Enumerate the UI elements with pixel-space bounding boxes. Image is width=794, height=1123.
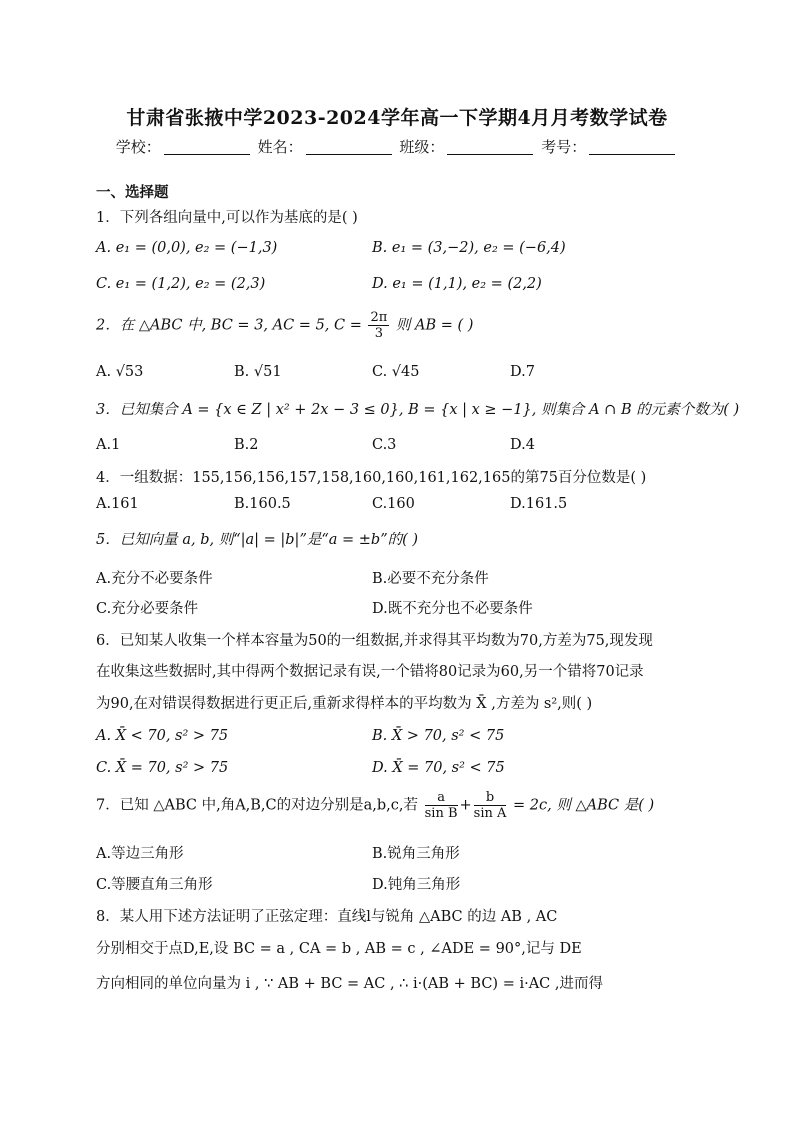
q1-option-c: C. e₁ = (1,2), e₂ = (2,3) <box>96 276 266 292</box>
q5-option-c: C.充分必要条件 <box>96 601 199 617</box>
q6-stem-line3: 为90,在对错误得数据进行更正后,重新求得样本的平均数为 X̄ ,方差为 s²,则( ) <box>96 696 593 712</box>
q3-option-d: D.4 <box>510 437 535 453</box>
q7-fraction-2 <box>474 790 507 821</box>
q6-option-d: D. X̄ = 70, s² < 75 <box>372 760 505 776</box>
q7-stem <box>96 790 654 821</box>
q4-option-b: B.160.5 <box>234 496 291 512</box>
q3-option-b: B.2 <box>234 437 259 453</box>
q1-option-d: D. e₁ = (1,1), e₂ = (2,2) <box>372 276 542 292</box>
q6-option-c: C. X̄ = 70, s² > 75 <box>96 760 229 776</box>
q4-option-a: A.161 <box>96 496 139 512</box>
q8-stem-line1: 8．某人用下述方法证明了正弦定理：直线l与锐角 △ABC 的边 AB , AC <box>96 909 558 925</box>
info-label-class: 班级： <box>399 138 445 156</box>
q4-option-d: D.161.5 <box>510 496 568 512</box>
q1-option-b: B. e₁ = (3,−2), e₂ = (−6,4) <box>372 240 566 256</box>
info-label-name: 姓名： <box>257 138 303 156</box>
q7-option-b: B.锐角三角形 <box>372 846 460 862</box>
q2-option-b: B. √51 <box>234 364 282 380</box>
q7-stem-part1: 7．已知 △ABC 中,角A,B,C的对边分别是a,b,c,若 <box>96 797 419 814</box>
q4-option-c: C.160 <box>372 496 415 512</box>
q8-stem-line3: 方向相同的单位向量为 i , ∵ AB + BC = AC , ∴ i·(AB + BC) = i·AC ,进而得 <box>96 976 603 992</box>
q2-frac-num: 2π <box>370 310 388 325</box>
q6-option-a: A. X̄ < 70, s² > 75 <box>96 728 229 744</box>
q5-stem: 5．已知向量 a, b, 则“|a| = |b|”是“a = ±b”的( ) <box>96 532 419 548</box>
q7-plus: + <box>459 797 472 814</box>
student-info-row <box>0 136 794 157</box>
q3-option-c: C.3 <box>372 437 397 453</box>
q2-stem <box>96 310 473 341</box>
q7-stem-part2: = 2c, 则 △ABC 是( ) <box>513 797 655 814</box>
section-heading: 一、选择题 <box>96 184 169 201</box>
q6-stem-line2: 在收集这些数据时,其中得两个数据记录有误,一个错将80记录为60,另一个错将70记录 <box>96 664 644 680</box>
q6-stem-line1: 6．已知某人收集一个样本容量为50的一组数据,并求得其平均数为70,方差为75,现发现 <box>96 633 653 649</box>
q2-option-d: D.7 <box>510 364 535 380</box>
name-blank[interactable] <box>306 140 392 155</box>
q2-stem-part2: 则 AB = ( ) <box>395 317 474 334</box>
q2-option-a: A. √53 <box>96 364 144 380</box>
q2-option-c: C. √45 <box>372 364 420 380</box>
q7-frac2-den: sin A <box>473 806 507 821</box>
q7-option-c: C.等腰直角三角形 <box>96 877 213 893</box>
info-label-number: 考号： <box>541 138 587 156</box>
info-label-school: 学校： <box>115 138 161 156</box>
q7-option-a: A.等边三角形 <box>96 846 184 862</box>
q7-fraction-1 <box>425 790 458 821</box>
school-blank[interactable] <box>164 140 250 155</box>
q5-option-a: A.充分不必要条件 <box>96 571 213 587</box>
q5-option-b: B.必要不充分条件 <box>372 571 489 587</box>
q7-frac1-den: sin B <box>424 806 458 821</box>
q7-frac1-num: a <box>425 790 458 806</box>
q2-fraction <box>368 310 389 341</box>
page-title: 甘肃省张掖中学2023-2024学年高一下学期4月月考数学试卷 <box>126 107 668 129</box>
q2-frac-den: 3 <box>374 326 384 341</box>
q3-option-a: A.1 <box>96 437 121 453</box>
q4-stem: 4．一组数据：155,156,156,157,158,160,160,161,162,165的第75百分位数是( ) <box>96 470 647 486</box>
q8-stem-line2: 分别相交于点D,E,设 BC = a , CA = b , AB = c , ∠ADE = 90°,记与 DE <box>96 941 582 957</box>
q7-frac2-num: b <box>474 790 507 806</box>
q5-option-d: D.既不充分也不必要条件 <box>372 601 533 617</box>
q2-stem-part1: 2．在 △ABC 中, BC = 3, AC = 5, C = <box>96 317 362 334</box>
q1-option-a: A. e₁ = (0,0), e₂ = (−1,3) <box>96 240 278 256</box>
number-blank[interactable] <box>589 140 675 155</box>
q7-option-d: D.钝角三角形 <box>372 877 461 893</box>
q6-option-b: B. X̄ > 70, s² < 75 <box>372 728 505 744</box>
q3-stem: 3．已知集合 A = {x ∈ Z | x² + 2x − 3 ≤ 0}, B = {x | x ≥ −1}, 则集合 A ∩ B 的元素个数为( ) <box>96 402 740 418</box>
class-blank[interactable] <box>447 140 533 155</box>
q1-stem: 1．下列各组向量中,可以作为基底的是( ) <box>96 210 358 226</box>
